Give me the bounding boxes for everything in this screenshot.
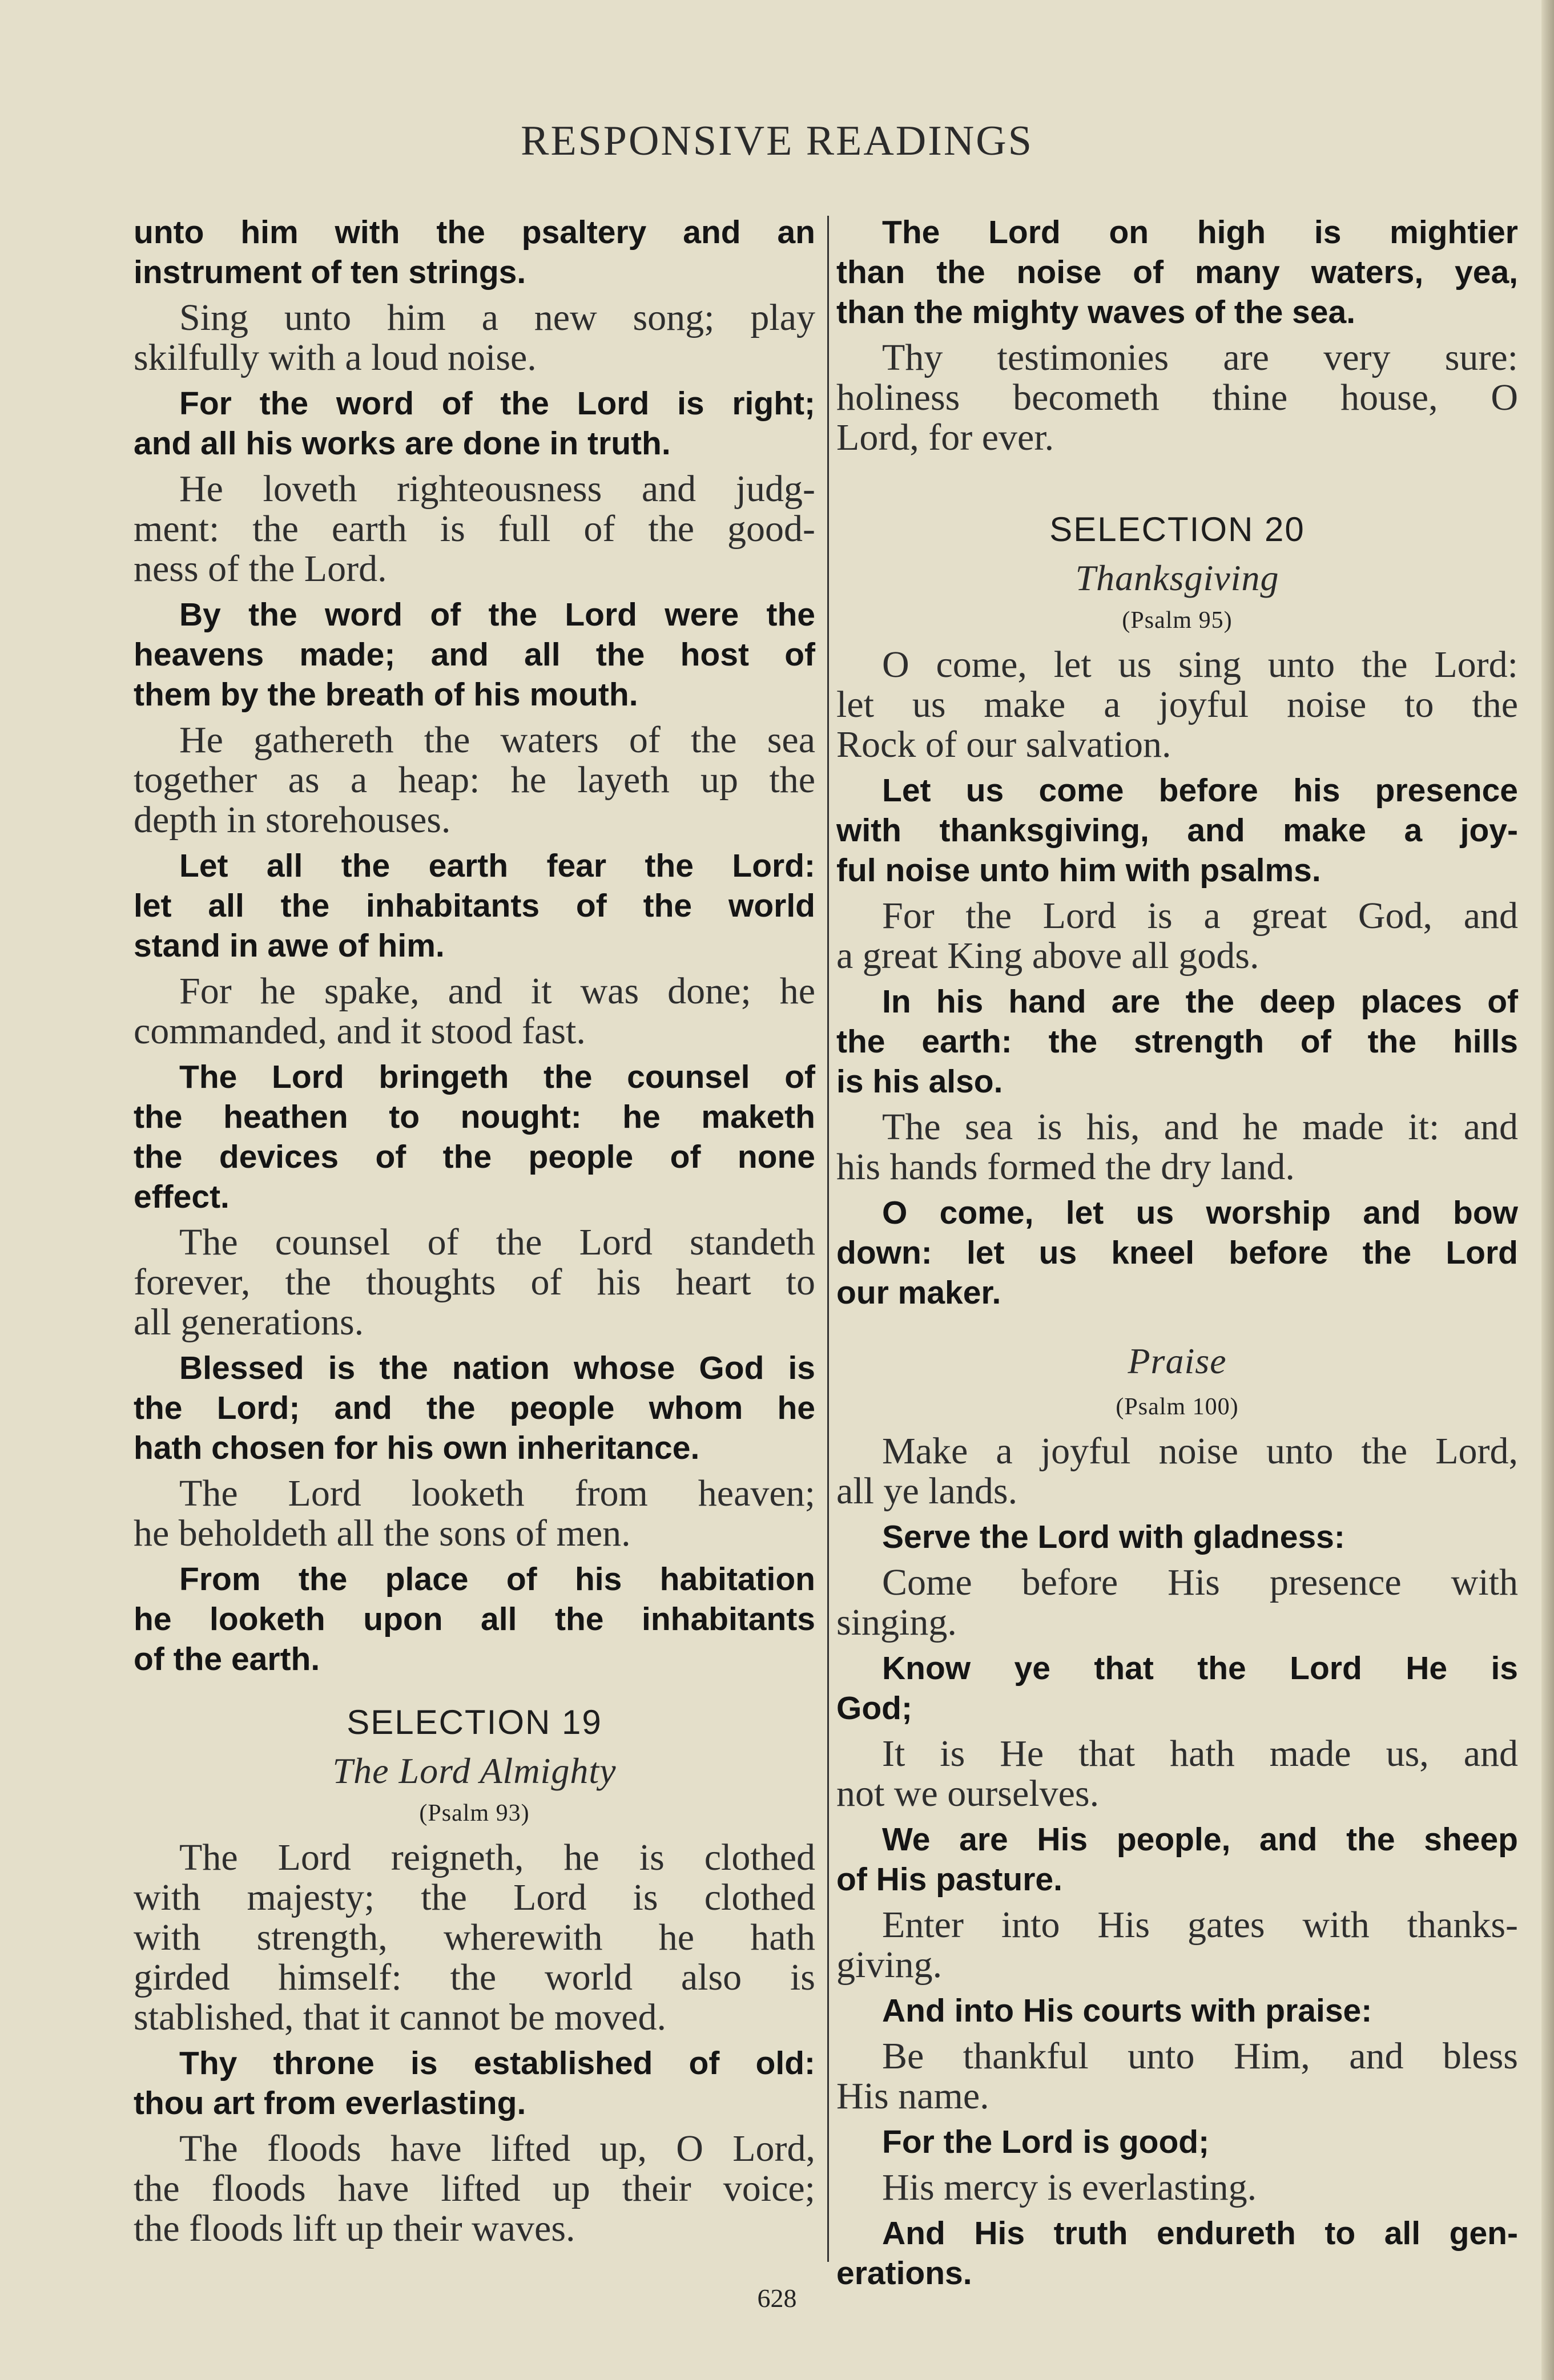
verse-line: Serve the Lord with gladness: — [882, 1519, 1345, 1555]
verse-line: The floods have lifted up, O Lord, — [179, 2128, 815, 2169]
leader-verse — [134, 971, 815, 1051]
verse-line: unto him with the psaltery and an — [134, 214, 815, 251]
verse-line: ment: the earth is full of the good- — [134, 508, 815, 550]
verse-line: From the place of his habitation — [179, 1561, 815, 1598]
verse-line: stablished, that it cannot be moved. — [134, 1996, 666, 2038]
verse-line: And into His courts with praise: — [882, 1992, 1372, 2029]
congregation-response-verse — [134, 1057, 815, 1217]
congregation-response-verse — [134, 1348, 815, 1468]
verse-line: he beholdeth all the sons of men. — [134, 1512, 631, 1554]
leader-verse — [836, 1734, 1518, 1814]
leader-verse — [134, 1838, 815, 2038]
leader-verse — [836, 1431, 1518, 1511]
verse-line: a great King above all gods. — [836, 935, 1259, 977]
verse-line: his hands formed the dry land. — [836, 1146, 1295, 1188]
verse-line: Know ye that the Lord He is — [882, 1650, 1518, 1687]
verse-line: than the noise of many waters, yea, — [836, 254, 1518, 291]
psalm-reference: (Psalm 93) — [419, 1800, 530, 1826]
verse-line: depth in storehouses. — [134, 799, 451, 841]
verse-line: Let us come before his presence — [882, 772, 1518, 809]
verse-line: He loveth righteousness and judg- — [179, 468, 815, 510]
verse-line: By the word of the Lord were the — [179, 596, 815, 633]
verse-line: than the mighty waves of the sea. — [836, 294, 1356, 330]
verse-line: together as a heap: he layeth up the — [134, 759, 815, 801]
column-divider — [827, 216, 829, 2262]
verse-line: His mercy is everlasting. — [882, 2167, 1257, 2208]
verse-line: Thy throne is established of old: — [179, 2045, 815, 2082]
verse-line: the floods have lifted up their voice; — [134, 2168, 815, 2209]
leader-verse — [836, 645, 1518, 765]
verse-line: Thy testimonies are very sure: — [882, 337, 1518, 378]
verse-line: God; — [836, 1690, 912, 1726]
verse-line: Make a joyful noise unto the Lord, — [882, 1430, 1518, 1472]
verse-line: them by the breath of his mouth. — [134, 676, 638, 713]
selection-subtitle: Thanksgiving — [1075, 558, 1279, 598]
verse-line: with strength, wherewith he hath — [134, 1917, 815, 1958]
congregation-response-verse — [836, 212, 1518, 332]
selection-subtitle: Praise — [1128, 1341, 1227, 1381]
verse-line: instrument of ten strings. — [134, 254, 526, 291]
verse-line: of His pasture. — [836, 1861, 1062, 1898]
verse-line: The Lord on high is mightier — [882, 214, 1518, 251]
verse-line: Enter into His gates with thanks- — [882, 1904, 1518, 1946]
verse-line: the heathen to nought: he maketh — [134, 1099, 815, 1135]
congregation-response-verse — [836, 982, 1518, 1102]
congregation-response-verse — [836, 1517, 1518, 1557]
verse-line: Let all the earth fear the Lord: — [179, 848, 815, 884]
verse-line: And His truth endureth to all gen- — [882, 2215, 1518, 2252]
verse-line: Be thankful unto Him, and bless — [882, 2035, 1518, 2077]
verse-line: all ye lands. — [836, 1470, 1018, 1512]
verse-line: skilfully with a loud noise. — [134, 337, 537, 378]
verse-line: The sea is his, and he made it: and — [882, 1106, 1518, 1148]
verse-line: For the word of the Lord is right; — [179, 385, 815, 422]
verse-line: he looketh upon all the inhabitants — [134, 1601, 815, 1637]
left-column — [134, 212, 815, 2254]
verse-line: The Lord looketh from heaven; — [179, 1473, 815, 1514]
verse-line: let us make a joyful noise to the — [836, 684, 1518, 725]
selection-heading: SELECTION 20 — [1049, 510, 1305, 548]
psalm-reference: (Psalm 95) — [1122, 607, 1233, 634]
verse-line: heavens made; and all the host of — [134, 636, 815, 673]
leader-verse — [836, 2036, 1518, 2116]
leader-verse — [836, 896, 1518, 976]
running-head-title: RESPONSIVE READINGS — [521, 118, 1033, 164]
right-column — [836, 212, 1518, 2299]
selection-heading: SELECTION 19 — [347, 1703, 602, 1741]
congregation-response-verse — [836, 1991, 1518, 2031]
congregation-response-verse — [134, 384, 815, 463]
leader-verse — [134, 2129, 815, 2249]
leader-verse — [134, 720, 815, 840]
congregation-response-verse — [836, 1648, 1518, 1728]
congregation-response-verse — [134, 595, 815, 715]
congregation-response-verse — [134, 212, 815, 292]
congregation-response-verse — [836, 1820, 1518, 1899]
verse-line: For the Lord is good; — [882, 2124, 1210, 2160]
verse-line: For he spake, and it was done; he — [179, 970, 815, 1012]
verse-line: let all the inhabitants of the world — [134, 888, 815, 924]
congregation-response-verse — [836, 771, 1518, 890]
psalm-reference: (Psalm 100) — [1116, 1394, 1239, 1420]
verse-line: is his also. — [836, 1063, 1003, 1100]
verse-line: the earth: the strength of the hills — [836, 1023, 1518, 1060]
verse-line: singing. — [836, 1602, 957, 1643]
leader-verse — [836, 1905, 1518, 1985]
verse-line: Come before His presence with — [882, 1562, 1518, 1603]
verse-line: our maker. — [836, 1274, 1001, 1311]
leader-verse — [134, 298, 815, 378]
congregation-response-verse — [134, 2043, 815, 2123]
verse-line: the devices of the people of none — [134, 1139, 815, 1175]
verse-line: The Lord reigneth, he is clothed — [179, 1837, 815, 1878]
congregation-response-verse — [134, 1559, 815, 1679]
verse-line: not we ourselves. — [836, 1773, 1100, 1814]
verse-line: Sing unto him a new song; play — [179, 297, 815, 338]
verse-line: We are His people, and the sheep — [882, 1821, 1518, 1858]
verse-line: with majesty; the Lord is clothed — [134, 1877, 815, 1918]
leader-verse — [134, 1474, 815, 1554]
verse-line: giving. — [836, 1944, 943, 1986]
verse-line: For the Lord is a great God, and — [882, 895, 1518, 937]
congregation-response-verse — [134, 846, 815, 966]
verse-line: Lord, for ever. — [836, 417, 1054, 458]
verse-line: girded himself: the world also is — [134, 1957, 815, 1998]
verse-line: It is He that hath made us, and — [882, 1733, 1518, 1774]
verse-line: holiness becometh thine house, O — [836, 377, 1518, 418]
verse-line: In his hand are the deep places of — [882, 983, 1518, 1020]
verse-line: ness of the Lord. — [134, 548, 387, 590]
verse-line: of the earth. — [134, 1641, 320, 1677]
congregation-response-verse — [836, 2122, 1518, 2162]
page-edge-shadow — [1541, 0, 1554, 2380]
verse-line: with thanksgiving, and make a joy- — [836, 812, 1518, 849]
verse-line: The counsel of the Lord standeth — [179, 1221, 815, 1263]
leader-verse — [836, 338, 1518, 458]
verse-line: O come, let us worship and bow — [882, 1195, 1518, 1231]
verse-line: O come, let us sing unto the Lord: — [882, 644, 1518, 685]
verse-line: He gathereth the waters of the sea — [179, 719, 815, 761]
page-number: 628 — [757, 2284, 797, 2313]
verse-line: ful noise unto him with psalms. — [836, 852, 1321, 889]
verse-line: hath chosen for his own inheritance. — [134, 1430, 700, 1466]
verse-line: The Lord bringeth the counsel of — [179, 1059, 815, 1095]
verse-line: thou art from everlasting. — [134, 2085, 526, 2121]
congregation-response-verse — [836, 1193, 1518, 1313]
verse-line: erations. — [836, 2255, 972, 2292]
verse-line: Blessed is the nation whose God is — [179, 1350, 815, 1386]
verse-line: Rock of our salvation. — [836, 724, 1171, 765]
verse-line: and all his works are done in truth. — [134, 425, 671, 462]
verse-line: commanded, and it stood fast. — [134, 1010, 586, 1052]
verse-line: forever, the thoughts of his heart to — [134, 1261, 815, 1303]
verse-line: His name. — [836, 2075, 989, 2117]
leader-verse — [836, 1107, 1518, 1187]
verse-line: down: let us kneel before the Lord — [836, 1235, 1518, 1271]
verse-line: all generations. — [134, 1301, 364, 1343]
leader-verse — [134, 1223, 815, 1342]
selection-subtitle: The Lord Almighty — [332, 1750, 617, 1791]
verse-line: effect. — [134, 1179, 230, 1215]
verse-line: the Lord; and the people whom he — [134, 1390, 815, 1426]
leader-verse — [134, 469, 815, 589]
leader-verse — [836, 2168, 1518, 2208]
verse-line: stand in awe of him. — [134, 927, 445, 964]
congregation-response-verse — [836, 2213, 1518, 2293]
verse-line: the floods lift up their waves. — [134, 2208, 575, 2249]
leader-verse — [836, 1563, 1518, 1643]
